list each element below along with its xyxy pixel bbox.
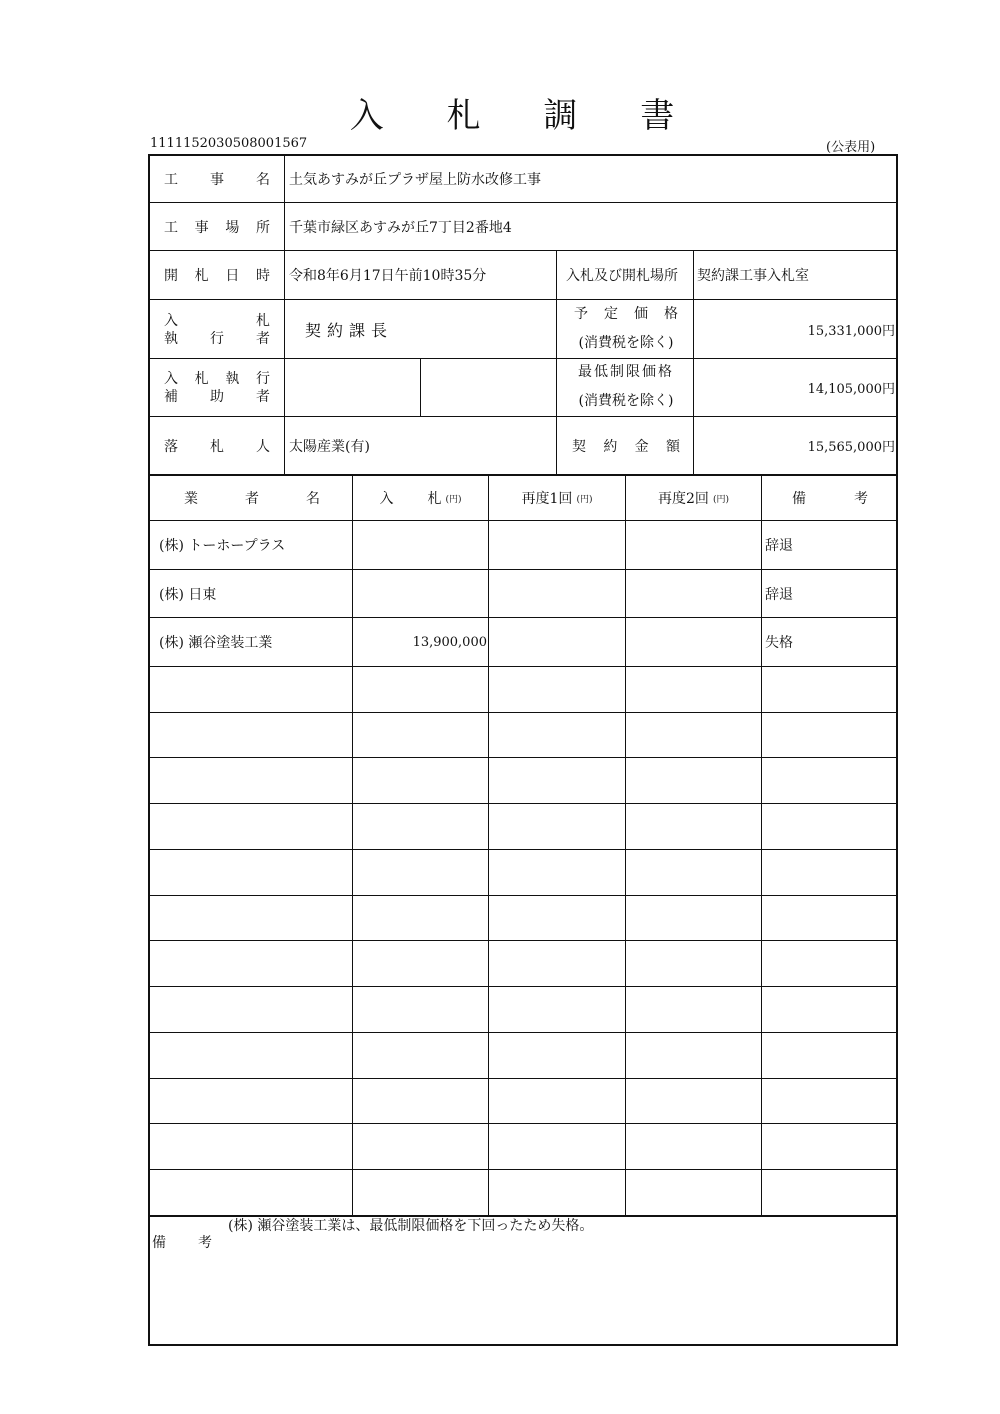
table-row-bid: 13,900,000 xyxy=(412,634,487,650)
bid-header: 入 札 (円) xyxy=(379,491,462,507)
executor-label: 入 札 執 行 者 xyxy=(164,313,270,347)
rule xyxy=(149,712,897,713)
rule xyxy=(149,1078,897,1079)
rule xyxy=(556,250,557,475)
remarks-header: 備 考 xyxy=(792,491,868,507)
work-name-value: 土気あすみが丘プラザ屋上防水改修工事 xyxy=(289,171,541,188)
rule xyxy=(488,475,489,1215)
rule xyxy=(149,849,897,850)
rule xyxy=(352,475,353,1215)
min-price-value: 14,105,000円 xyxy=(807,381,895,397)
venue-label: 入札及び開札場所 xyxy=(566,268,678,284)
rule xyxy=(149,1169,897,1170)
rule xyxy=(149,666,897,667)
rule xyxy=(761,475,762,1215)
document-number: 1111152030508001567 xyxy=(150,136,308,151)
table-row-company: (株) 日東 xyxy=(159,586,217,603)
rule xyxy=(149,986,897,987)
rule xyxy=(149,757,897,758)
rule xyxy=(284,155,285,475)
remarks-section-text: (株) 瀬谷塗装工業は、最低制限価格を下回ったため失格。 xyxy=(228,1218,594,1234)
rule xyxy=(149,1032,897,1033)
opening-datetime-label: 開 札 日 時 xyxy=(164,268,270,284)
table-row-remarks: 辞退 xyxy=(765,538,793,554)
rebid1-header: 再度1回 (円) xyxy=(521,491,593,507)
company-header: 業 者 名 xyxy=(184,491,320,507)
table-row-remarks: 失格 xyxy=(765,635,793,651)
venue-value: 契約課工事入札室 xyxy=(697,268,809,284)
executor-value: 契約課長 xyxy=(305,320,394,340)
min-price-label: 最低制限価格 (消費税を除く) xyxy=(566,358,686,416)
document-title: 入 札 調 書 xyxy=(349,96,701,136)
tax-note: (消費税を除く) xyxy=(578,393,674,409)
rule xyxy=(625,475,626,1215)
table-row-remarks: 辞退 xyxy=(765,586,793,603)
contract-amount-label: 契 約 金 額 xyxy=(572,438,680,455)
work-name-label: 工 事 名 xyxy=(164,171,270,188)
remarks-section-label: 備 考 xyxy=(152,1235,212,1251)
planned-price-value: 15,331,000円 xyxy=(807,323,895,339)
assistant-label: 入 札 執 行 補 助 者 xyxy=(164,371,270,405)
table-row-company: (株) トーホープラス xyxy=(159,538,286,554)
winner-label: 落 札 人 xyxy=(164,438,270,455)
table-row-company: (株) 瀬谷塗装工業 xyxy=(159,635,273,651)
rule xyxy=(149,803,897,804)
planned-price-label: 予 定 価 格 (消費税を除く) xyxy=(566,300,686,358)
contract-amount-value: 15,565,000円 xyxy=(807,440,895,455)
winner-value: 太陽産業(有) xyxy=(289,438,370,455)
opening-datetime-value: 令和8年6月17日午前10時35分 xyxy=(289,268,487,284)
work-place-label: 工 事 場 所 xyxy=(164,219,270,236)
rule xyxy=(149,895,897,896)
rule xyxy=(149,1123,897,1124)
public-use-label: (公表用) xyxy=(826,140,876,155)
rule xyxy=(149,940,897,941)
work-place-value: 千葉市緑区あすみが丘7丁目2番地4 xyxy=(289,219,512,236)
rule xyxy=(420,358,421,416)
rebid2-header: 再度2回 (円) xyxy=(658,491,729,507)
tax-note: (消費税を除く) xyxy=(578,335,674,351)
